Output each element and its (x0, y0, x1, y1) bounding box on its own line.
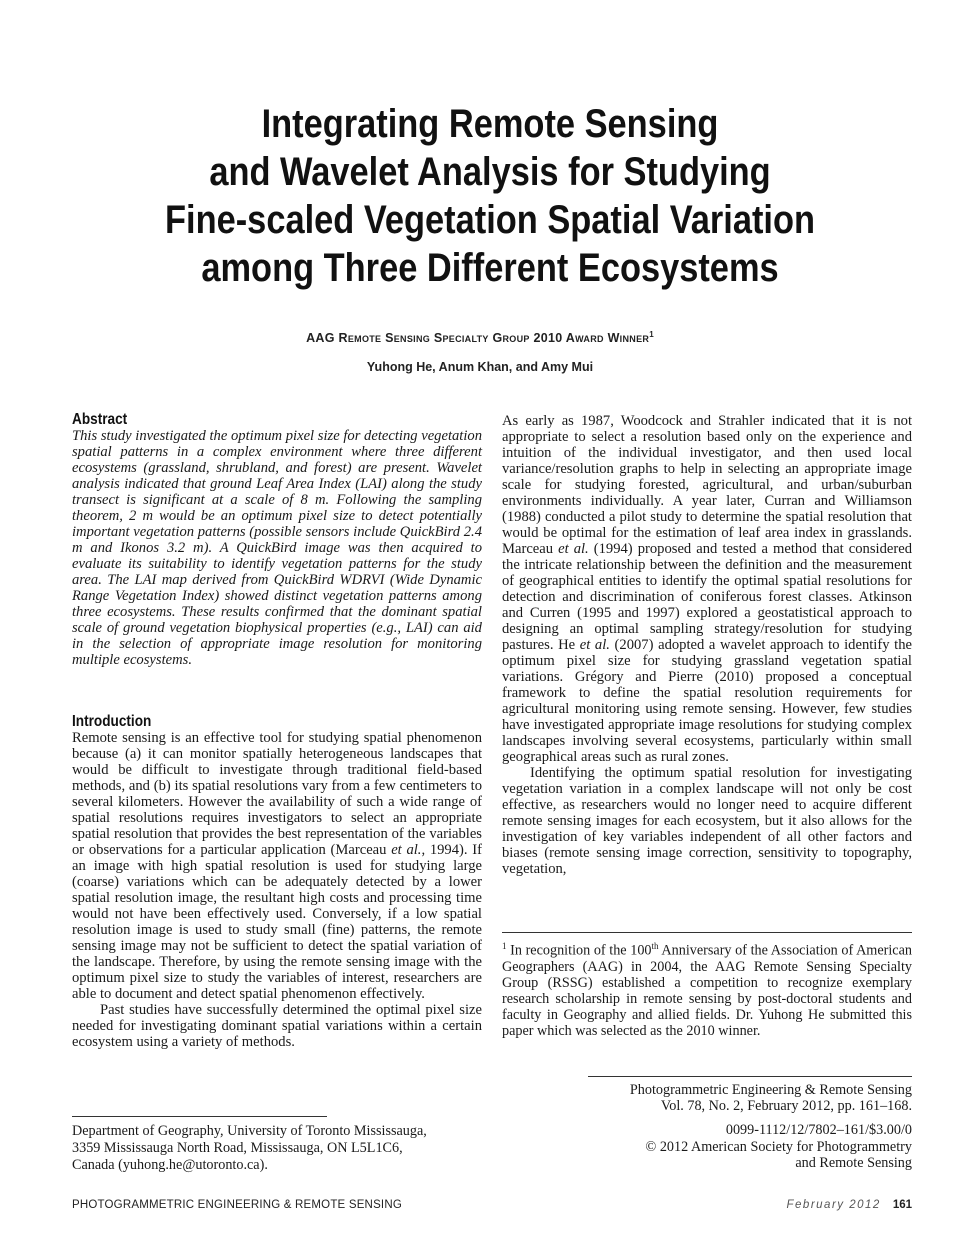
copyright-line: and Remote Sensing (795, 1155, 912, 1171)
abstract-part: (Wide Dynamic Range Vegetation Index) showed distinct vegetation patterns among three ecosystems. These results confirmed that the dominant spatial scale of ground vegetation biophysical properties (e.g., (72, 572, 482, 636)
affiliation-line: 3359 Mississauga North Road, Mississauga, ON L5L1C6, (72, 1140, 403, 1156)
body-paragraph (502, 413, 912, 765)
award-line (80, 330, 880, 345)
abbr-lai: LAI (360, 476, 383, 492)
journal-info (560, 1082, 912, 1114)
intro-part: , 1994). If an image with high spatial resolution is used for studying large (coarse) variations which can be adequately detected by a lower spatial resolution image, the resultant high costs and processing time would not have been effectively used. Conversely, if a low spatial resolution image is used to study small (fine) patterns, the remote sensing image may not be sufficient to detect the spatial variation of the landscape. Therefore, by using the remote sensing image with the optimum pixel size to study the variables of interest, researchers are able to document and detect spatial phenomenon effectively. (72, 842, 482, 1002)
body-part: (1994) proposed and tested a method that considered the intricate relationship between the definition and the measurement of geographical entities to identify the optimal spatial resolutions for detection and discrimination of coniferous forest classes. Atkinson and Curren (1995 and 1997) explored a geostatistical approach to designing an optimal sampling strategy/resolution for studying pastures. He (502, 541, 912, 653)
affiliation-line: Canada (yuhong.he@utoronto.ca). (72, 1157, 268, 1173)
introduction-heading: Introduction (72, 713, 152, 730)
affiliation-divider (72, 1116, 327, 1117)
title-line: Fine-scaled Vegetation Spatial Variation (165, 198, 815, 242)
copyright-line: © 2012 American Society for Photogrammetry (645, 1138, 912, 1155)
abstract-section (72, 412, 482, 668)
footnote-superscript: th (651, 941, 659, 951)
abstract-part: map derived from QuickBird (156, 572, 340, 588)
page-number: 161 (892, 1199, 912, 1211)
abbr-wdrvi: WDRVI (339, 572, 385, 588)
running-footer-journal: PHOTOGRAMMETRIC ENGINEERING & REMOTE SENSING (72, 1199, 402, 1211)
abbr-lai: LAI (134, 572, 157, 588)
footnote (502, 938, 912, 1039)
running-footer-right (787, 1199, 912, 1211)
journal-volume: Vol. 78, No. 2, February 2012, pp. 161–168. (660, 1098, 912, 1114)
title-line: Integrating Remote Sensing (261, 102, 719, 146)
award-text: AAG Remote Sensing Specialty Group 2010 Award Winner (306, 331, 650, 346)
footnote-part: Anniversary of the Association of American Geographers (AAG) in 2004, the AAG Remote Sensing Specialty Group (RSSG) established a competition to recognize exemplary research scholarship in remote sensing by post-doctoral students and faculty in Geography and allied fields. Dr. Yuhong He submitted this paper which was selected as the 2010 winner. (502, 942, 912, 1039)
intro-part: Remote sensing is an effective tool for studying spatial phenomenon because (a) it can monitor spatially heterogeneous landscapes that would be difficult to investigate through traditional field-based methods, and (b) its spatial resolutions vary from a few centimeters to several kilometers. However the availability of such a wide range of spatial resolutions requires investigators to select an appropriate spatial resolution that provides the best representation of the variables or observations for a particular application (Marceau (72, 730, 482, 858)
affiliation (72, 1123, 492, 1174)
abstract-part: ) along the study transect is significant at a scale of 8 m. Following the sampling theorem, 2 m would be an optimum pixel size to detect potentially important vegetation patterns (possible sensors include QuickBird 2.4 m and Ikonos 3.2 m). A QuickBird image was then acquired to evaluate its suitability to identify vegetation patterns for the study area. The (72, 476, 482, 588)
journal-divider (588, 1076, 912, 1077)
footnote-part: In recognition of the 100 (506, 942, 652, 959)
running-footer-month: February 2012 (786, 1199, 881, 1211)
right-column-body (502, 413, 912, 877)
footnote-divider (502, 932, 912, 933)
body-part: (2007) adopted a wavelet approach to identify the optimum pixel size for studying grassland vegetation spatial variations. Grégory and Pierre (2010) proposed a conceptual framework to define the spatial resolution requirements for agricultural monitoring using remote sensing. However, few studies have investigated appropriate image resolutions for studying complex landscapes involving several ecosystems, particularly within small geographical areas such as rural zones. (502, 637, 912, 765)
body-part: As early as 1987, Woodcock and Strahler indicated that it is not appropriate to select a resolution based only on the experience and intuition of the individual investigator, and then used local variance/resolution graphs to help in selecting an appropriate image scale for studying forested, agricultural, and urban/suburban environments individually. A year later, Curran and Williamson (1988) conducted a pilot study to determine the spatial resolution that would be optimal for the estimation of leaf area index in grasslands. Marceau (502, 413, 912, 557)
citation-etal: et al. (579, 637, 610, 653)
award-footnote-mark: 1 (649, 330, 654, 339)
doi-line: 0099-1112/12/7802–161/$3.00/0 (725, 1122, 912, 1138)
body-paragraph: Identifying the optimum spatial resolution for investigating vegetation variation in a complex landscape will not only be cost effective, as researchers would no longer need to acquire different remote sensing images for each ecosystem, but it also allows for the investigation of key variables independent of all other factors and biases (remote sensing image correction, sensitivity to topography, vegetation, (502, 765, 912, 877)
citation-etal: et al. (558, 541, 589, 557)
intro-paragraph: Past studies have successfully determined the optimal pixel size needed for investigating dominant spatial variations within a certain ecosystem using a variety of methods. (72, 1002, 482, 1050)
abstract-text (72, 428, 482, 668)
footnote-mark: 1 (502, 941, 507, 951)
intro-paragraph (72, 730, 482, 1002)
affiliation-line: Department of Geography, University of Toronto Mississauga, (72, 1123, 427, 1139)
abbr-lai: LAI (405, 620, 428, 636)
author-list: Yuhong He, Anum Khan, and Amy Mui (366, 360, 594, 374)
paper-title (120, 100, 860, 292)
copyright-info (560, 1122, 912, 1172)
abstract-heading: Abstract (72, 411, 128, 428)
title-line: and Wavelet Analysis for Studying (209, 150, 771, 194)
abstract-part: This study investigated the optimum pixel size for detecting vegetation spatial patterns in a complex environment where three different ecosystems (grassland, shrubland, and forest) are present. Wavelet analysis indicated that ground Leaf Area Index ( (72, 428, 482, 492)
abstract-part: ) can aid in the selection of appropriate image resolution for monitoring multiple ecosystems. (72, 620, 482, 668)
introduction-section (72, 714, 482, 1050)
citation-etal: et al. (391, 842, 422, 858)
journal-name: Photogrammetric Engineering & Remote Sensing (629, 1082, 912, 1098)
title-line: among Three Different Ecosystems (201, 246, 779, 290)
